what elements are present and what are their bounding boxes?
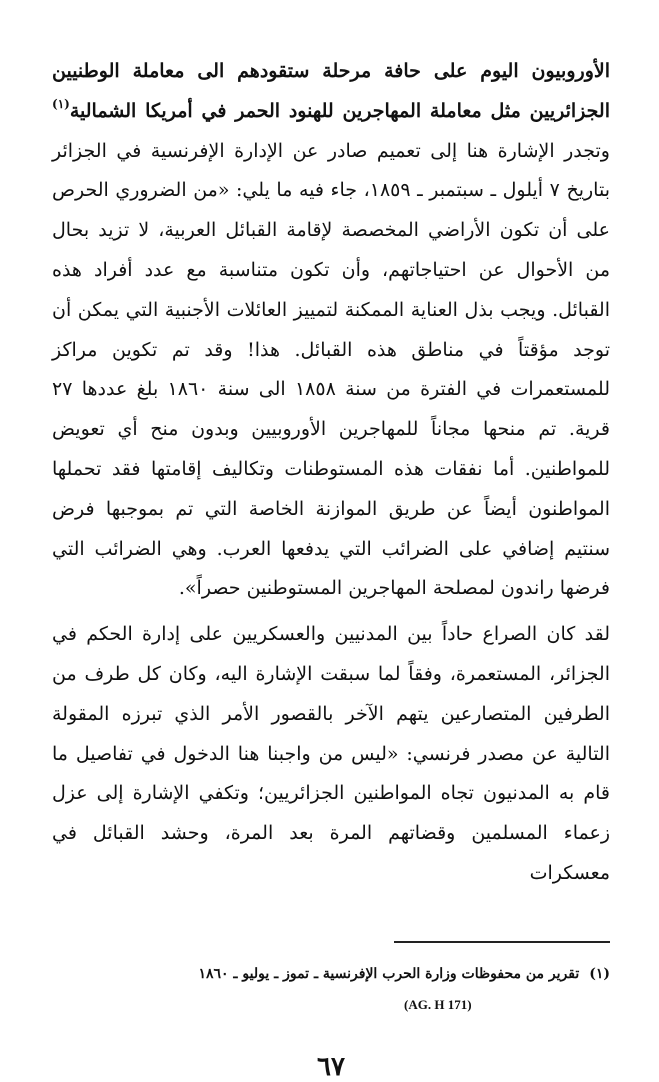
book-page: [52, 52, 610, 1082]
page-number: ٦٧: [317, 1052, 345, 1082]
footnote-divider: [394, 941, 610, 943]
footnote: [70, 962, 610, 986]
body-paragraph-2: لقد كان الصراع حاداً بين المدنيين والعسكريين على إدارة الحكم في الجزائر، المستعمرة، وفقاً لما سبقت الإشارة اليه، وكان كل طرف من الطرفين المتصارعين يتهم الآخر بالقصور الأمر الذي تبرزه المقولة التالية عن مصدر فرنسي: «ليس من واجبنا هنا الدخول في تفاصيل ما قام به المدنيون تجاه المواطنين الجزائريين؛ وتكفي الإشارة إلى عزل زعماء المسلمين وقضاتهم المرة بعد المرة، وحشد القبائل في معسكرات: [52, 623, 610, 884]
paragraph-1-lead: الأوروبيون اليوم على حافة مرحلة ستقودهم الى معاملة الوطنيين الجزائريين مثل معاملة المهاجرين للهنود الحمر في أمريكا الشمالية: [52, 60, 610, 122]
body-paragraph-1: [52, 52, 610, 609]
footnote-marker: (١): [52, 96, 70, 111]
footnote-text: تقرير من محفوظات وزارة الحرب الإفرنسية ـ تموز ـ يوليو ـ ١٨٦٠: [198, 966, 580, 982]
footnote-reference: (AG. H 171): [404, 997, 472, 1012]
footnote-number: (١): [589, 966, 610, 982]
paragraph-1-body: وتجدر الإشارة هنا إلى تعميم صادر عن الإدارة الإفرنسية في الجزائر بتاريخ ٧ أيلول ـ سبتمبر ـ ١٨٥٩، جاء فيه ما يلي: «من الضروري الحرص على أن تكون الأراضي المخصصة لإقامة القبائل العربية، لا تزيد بحال من الأحوال عن احتياجاتهم، وأن تكون متناسبة مع عدد أفراد هذه القبائل. ويجب بذل العناية الممكنة لتمييز العائلات الأجنبية التي يمكن أن توجد مؤقتاً في مناطق هذه القبائل. هذا! وقد تم تكوين مراكز للمستعمرات في الفترة من سنة ١٨٥٨ الى سنة ١٨٦٠ بلغ عددها ٢٧ قرية. تم منحها مجاناً للمهاجرين الأوروبيين وبدون منح أي تعويض للمواطنين. أما نفقات هذه المستوطنات وتكاليف إقامتها فقد تحملها المواطنون أيضاً عن طريق الموازنة الخاصة التي تم بموجبها فرض سنتيم إضافي على الضرائب التي يدفعها العرب. وهي الضرائب التي فرضها راندون لمصلحة المهاجرين المستوطنين حصراً».: [52, 139, 610, 600]
